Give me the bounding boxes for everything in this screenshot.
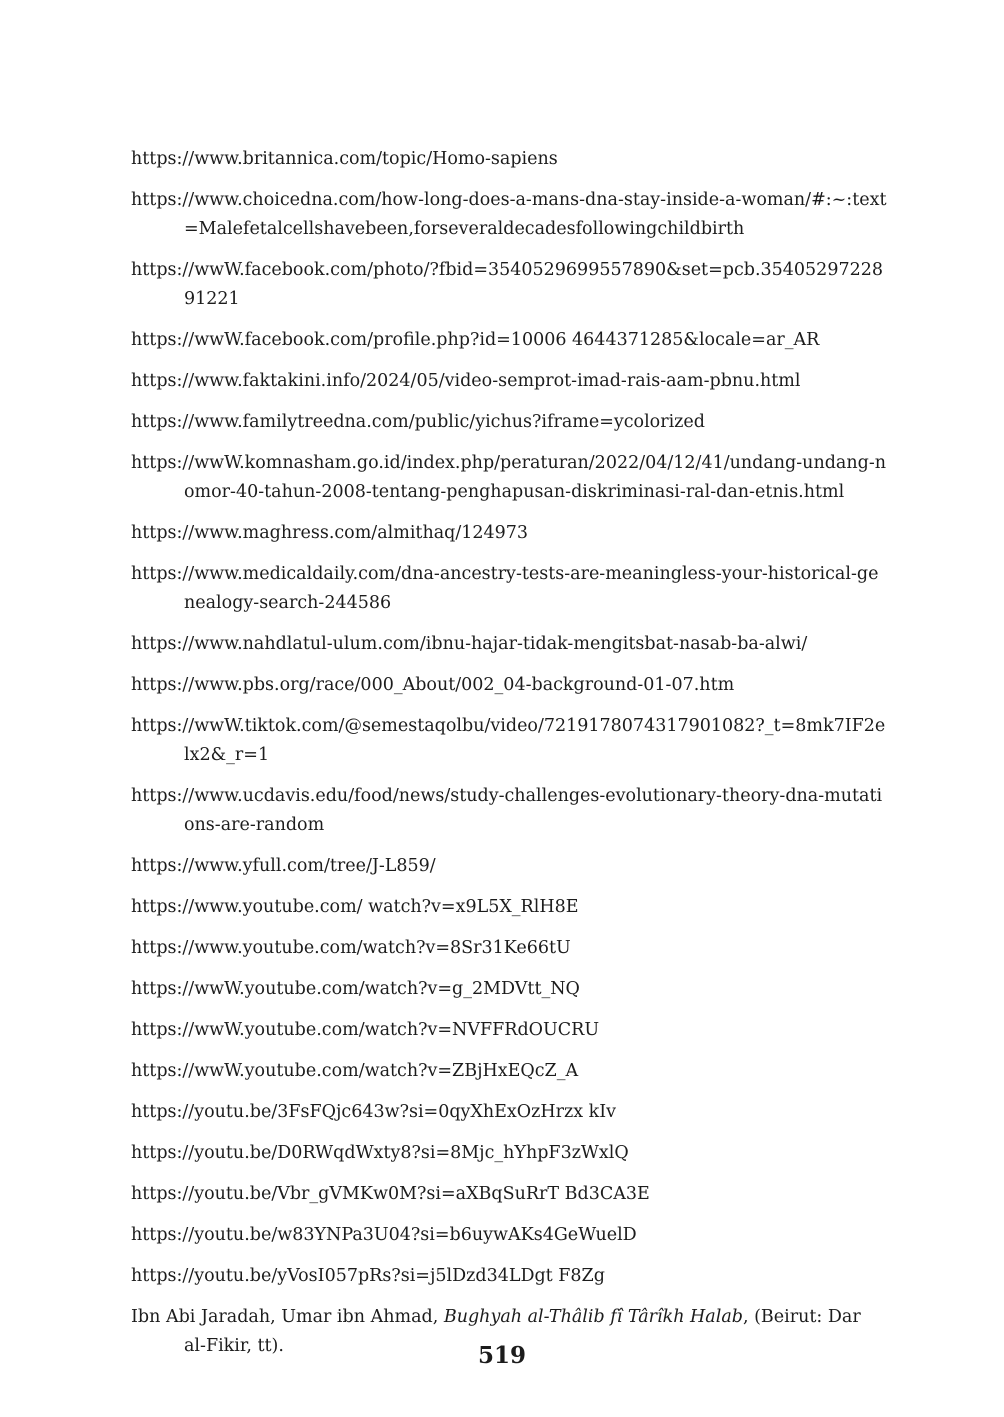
reference-entry: https://www.medicaldaily.com/dna-ancestry-tests-are-meaningless-your-historical-genealogy-search-244586 [131,564,879,613]
reference-entry: https://www.yfull.com/tree/J-L859/ [131,856,436,876]
reference-entry: https://wwW.youtube.com/watch?v=NVFFRdOUCRU [131,1020,600,1040]
reference-entry: https://www.britannica.com/topic/Homo-sapiens [131,149,558,169]
reference-entry: https://www.youtube.com/watch?v=8Sr31Ke66tU [131,938,571,958]
bibliography-list [131,145,887,1373]
reference-entry: https://youtu.be/yVosI057pRs?si=j5lDzd34LDgt F8Zg [131,1266,605,1286]
reference-entry: https://www.faktakini.info/2024/05/video-semprot-imad-rais-aam-pbnu.html [131,371,801,391]
reference-entry: https://youtu.be/Vbr_gVMKw0M?si=aXBqSuRrT Bd3CA3E [131,1184,650,1204]
reference-entry: https://www.choicedna.com/how-long-does-a-mans-dna-stay-inside-a-woman/#:~:text=Malefetalcellshavebeen,forseveraldecadesfollowingchildbirth [131,190,887,239]
reference-entry: https://www.maghress.com/almithaq/124973 [131,523,529,543]
reference-entry: https://www.familytreedna.com/public/yichus?iframe=ycolorized [131,412,705,432]
reference-entry: https://wwW.facebook.com/profile.php?id=10006 4644371285&locale=ar_AR [131,330,820,350]
reference-entry: https://youtu.be/3FsFQjc643w?si=0qyXhExOzHrzx kIv [131,1102,617,1122]
reference-entry: https://wwW.tiktok.com/@semestaqolbu/video/7219178074317901082?_t=8mk7IF2elx2&_r=1 [131,716,886,765]
book-publication: , (Beirut: Dar al-Fikir, tt). [184,1307,861,1356]
reference-entry: https://youtu.be/w83YNPa3U04?si=b6uywAKs4GeWuelD [131,1225,637,1245]
reference-entry: https://wwW.facebook.com/photo/?fbid=3540529699557890&set=pcb.3540529722891221 [131,260,883,309]
page-number: 519 [477,1342,526,1369]
reference-entry: https://youtu.be/D0RWqdWxty8?si=8Mjc_hYhpF3zWxlQ [131,1143,629,1163]
reference-entry: https://www.pbs.org/race/000_About/002_04-background-01-07.htm [131,675,735,695]
reference-entry: https://wwW.youtube.com/watch?v=g_2MDVtt_NQ [131,979,580,999]
reference-entry: https://wwW.komnasham.go.id/index.php/peraturan/2022/04/12/41/undang-undang-nomor-40-tahun-2008-tentang-penghapusan-diskriminasi-ral-dan-etnis.html [131,453,887,502]
reference-entry: https://www.nahdlatul-ulum.com/ibnu-hajar-tidak-mengitsbat-nasab-ba-alwi/ [131,634,808,654]
reference-entry: https://wwW.youtube.com/watch?v=ZBjHxEQcZ_A [131,1061,579,1081]
reference-entry: https://www.ucdavis.edu/food/news/study-challenges-evolutionary-theory-dna-mutations-are-random [131,786,883,835]
reference-entry: https://www.youtube.com/ watch?v=x9L5X_RlH8E [131,897,579,917]
book-title: Bughyah al-Thâlib fî Târîkh Halab [443,1307,743,1327]
book-author: Ibn Abi Jaradah, Umar ibn Ahmad, [131,1307,444,1327]
